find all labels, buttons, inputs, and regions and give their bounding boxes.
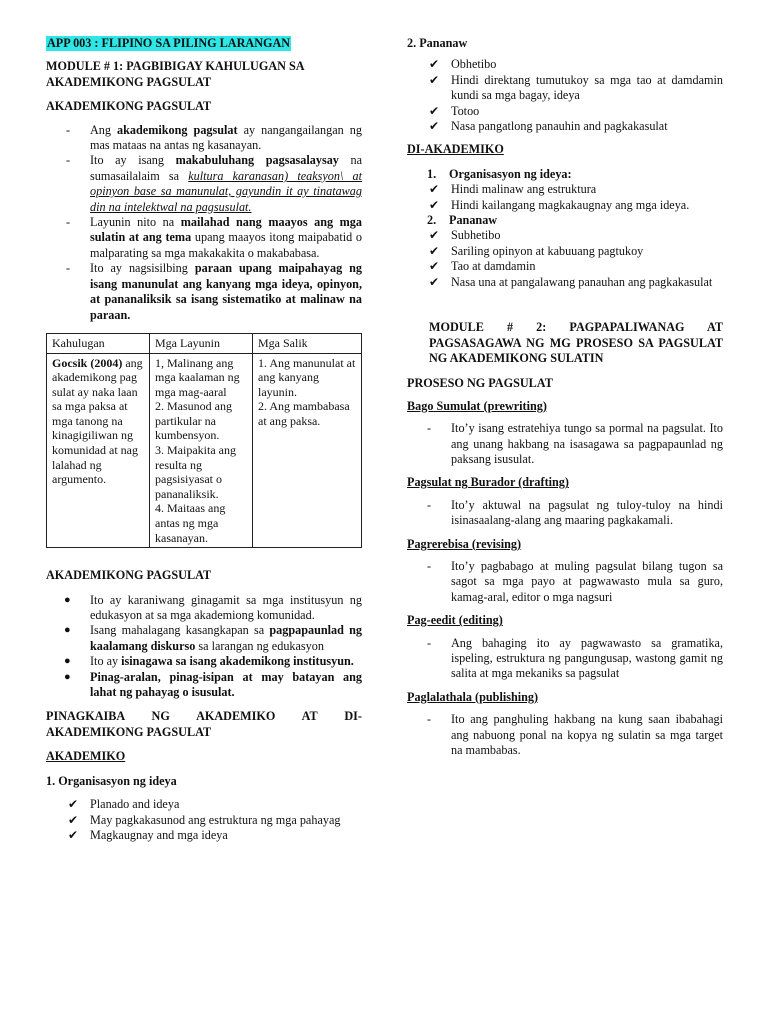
- list-item: ✔ Planado and ideyа: [68, 797, 180, 812]
- dash-marker: -: [66, 122, 71, 137]
- dash-marker: -: [66, 153, 71, 168]
- check-icon: ✔: [429, 57, 440, 72]
- dash-item: - Ito ang panghuling hakbang na kung saan ibabahagi ang nabuong ponal na kopya ng sulatin sa mga target na mambabas.: [407, 712, 723, 758]
- list-item: ✔ Subhetibo: [429, 228, 501, 243]
- dash-item: - Ang bahaging ito ay pagwawasto sa gramatika, ispeling, estruktura ng pangungusap, wastong gamit ng salita at mga mekaniks sa pagsulat: [407, 636, 723, 682]
- list-item: ✔ Totoo: [429, 103, 480, 118]
- left-column: [46, 35, 362, 843]
- right-column: [407, 35, 723, 758]
- check-icon: ✔: [429, 274, 440, 289]
- table-cell-kahulugan: Gocsik (2004) ang akademikong pag sulat ay naka laan sa mga paksa at mga tanong na kinagigiliwan ng komunidad at nag lalahad ng argumento.: [47, 353, 150, 548]
- dash-item: - Ito’y pagbabago at muling pagsulat bilang tugon sa sagot sa mga payo at pagwawasto mula sa guro, kamag-aral, editor o mga nagsuri: [407, 559, 723, 605]
- step-title: Pagrerebisa (revising): [407, 536, 522, 551]
- table-row: [47, 353, 362, 548]
- dash-marker: -: [66, 261, 71, 276]
- step-title: Bago Sumulat (prewriting): [407, 398, 547, 413]
- section-heading-akademikong-pagsulat: AKADEMIKONG PAGSULAT: [46, 99, 212, 114]
- dash-marker: -: [427, 497, 432, 512]
- course-title: APP 003 : FLIPINO SA PILING LARANGAN: [47, 36, 291, 50]
- bullet-icon: ●: [64, 655, 71, 668]
- table-header: Mga Layunin: [150, 333, 253, 353]
- dash-item: - Layunin nito na mailahad nang maayos ang mga sulatin at ang tema upang maayos itong maipabatid o malparating sa mga makakakita o makababasa.: [46, 215, 362, 261]
- module1-heading: MODULE # 1: PAGBIBIGAY KAHULUGAN SA AKADEMIKONG PAGSULAT: [46, 59, 304, 89]
- check-icon: ✔: [429, 72, 440, 87]
- check-icon: ✔: [68, 812, 79, 827]
- check-icon: ✔: [68, 797, 79, 812]
- list-item: 1. Organisasyon ng ideya:: [427, 166, 572, 181]
- org-heading: 1. Organisasyon ng ideya: [46, 773, 177, 788]
- proseso-heading: PROSESO NG PAGSULAT: [407, 376, 553, 391]
- table-cell-layunin: 1, Malinang ang mga kaalaman ng mga mag-aaral 2. Masunod ang partikular na kumbensyon. 3. Maipakita ang resulta ng pagsisiyasat o pananaliksik. 4. Maitaas ang antas ng mga kasanayan.: [150, 353, 253, 548]
- section-heading-pinagkaiba: PINAGKAIBA NG AKADEMIKO AT DI-AKADEMIKONG PAGSULAT: [46, 709, 362, 739]
- table-header: Kahulugan: [47, 333, 150, 353]
- dash-marker: -: [427, 421, 432, 436]
- check-icon: ✔: [429, 103, 440, 118]
- di-akademiko-heading: DI-AKADEMIKO: [407, 142, 504, 157]
- table-header: Mga Salik: [253, 333, 362, 353]
- pananaw-heading: 2. Pananaw: [407, 36, 468, 50]
- bullet-icon: ●: [64, 593, 71, 606]
- module2-heading: MODULE # 2: PAGPAPALIWANAG AT PAGSASAGAWA NG MG PROSESO SA PAGSULAT NG AKADEMIKONG SULATIN: [429, 320, 723, 365]
- dash-marker: -: [427, 712, 432, 727]
- list-item: 2. Pananaw: [427, 213, 498, 228]
- list-item: ✔ Hindi kailangang magkakaugnay ang mga ideya.: [429, 197, 690, 212]
- list-item: ✔ Sariling opinyon at kabuuang pagtukoy: [429, 243, 644, 258]
- list-item: ✔ Hindi malinaw ang estruktura: [429, 182, 597, 197]
- list-item: ✔ Nasa una at pangalawang panauhan ang pagkakasulat: [429, 274, 713, 289]
- step-title: Paglalathala (publishing): [407, 689, 539, 704]
- list-item: ✔ Nasa pangatlong panauhin and pagkakasulat: [429, 119, 668, 134]
- dash-marker: -: [427, 558, 432, 573]
- step-title: Pag-eedit (editing): [407, 613, 503, 628]
- dash-item: - Ito’y isang estratehiya tungo sa pormal na pagsulat. Ito ang unang hakbang na isasagawa sa pagpapaunlad ng paksang isusulat.: [407, 421, 723, 467]
- dash-item: - Ito ay isang makabuluhang pagsasalaysay na sumasailalaim sa kultura karanasan) teaksyon\ at opinyon base sa manunulat, gayundin it ay tinatawag din na intelektwal na pagsusulat.: [46, 153, 362, 215]
- check-icon: ✔: [429, 119, 440, 134]
- dash-item: - Ito’y aktuwal na pagsulat ng tuloy-tuloy na hindi isinasaalang-alang ang maaring pagkakamali.: [407, 498, 723, 529]
- list-item: ● Isang mahalagang kasangkapan sa pagpapaunlad ng kaalamang diskurso sa larangan ng edukasyon: [46, 623, 362, 654]
- dash-marker: -: [66, 215, 71, 230]
- check-icon: ✔: [429, 197, 440, 212]
- kahulugan-table: [46, 333, 362, 548]
- check-icon: ✔: [429, 228, 440, 243]
- section-heading-akademikong-pagsulat-2: AKADEMIKONG PAGSULAT: [46, 568, 212, 583]
- check-icon: ✔: [68, 827, 79, 842]
- dash-item: - Ito ay nagsisilbing paraan upang maipahayag ng isang manunulat ang kanyang mga ideya, opinyon, at pananaliksik sa isang sistematiko at malinaw na paraan.: [46, 261, 362, 323]
- table-cell-salik: 1. Ang manunulat at ang kanyang layunin. 2. Ang mambabasa at ang paksa.: [253, 353, 362, 548]
- bullet-icon: ●: [64, 624, 71, 637]
- list-item: ✔ Tao at damdamin: [429, 259, 536, 274]
- list-item: ✔ May pagkakasunod ang estruktura ng mga pahayag: [68, 812, 341, 827]
- bullet-icon: ●: [64, 670, 71, 683]
- list-item: ✔ Magkaugnay and mga ideya: [68, 827, 228, 842]
- check-icon: ✔: [429, 259, 440, 274]
- list-item: ✔ Obhetibo: [429, 57, 497, 72]
- dash-item: - Ang akademikong pagsulat ay nangangailangan ng mas mataas na antas ng kasanayan.: [46, 123, 362, 154]
- list-item: ● Ito ay isinagawa sa isang akademikong institusyun.: [46, 654, 362, 669]
- list-item: ● Pinag-aralan, pinag-isipan at may batayan ang lahat ng pahayag o isusulat.: [46, 670, 362, 701]
- dash-marker: -: [427, 635, 432, 650]
- list-item: ● Ito ay karaniwang ginagamit sa mga institusyun ng edukasyon at sa mga akademiong komunidad.: [46, 593, 362, 624]
- check-icon: ✔: [429, 243, 440, 258]
- check-icon: ✔: [429, 182, 440, 197]
- step-title: Pagsulat ng Burador (drafting): [407, 475, 569, 490]
- akademiko-heading: AKADEMIKO: [46, 749, 126, 764]
- list-item: ✔ Hindi direktang tumutukoy sa mga tao at damdamin kundi sa mga bagay, ideya: [429, 72, 723, 103]
